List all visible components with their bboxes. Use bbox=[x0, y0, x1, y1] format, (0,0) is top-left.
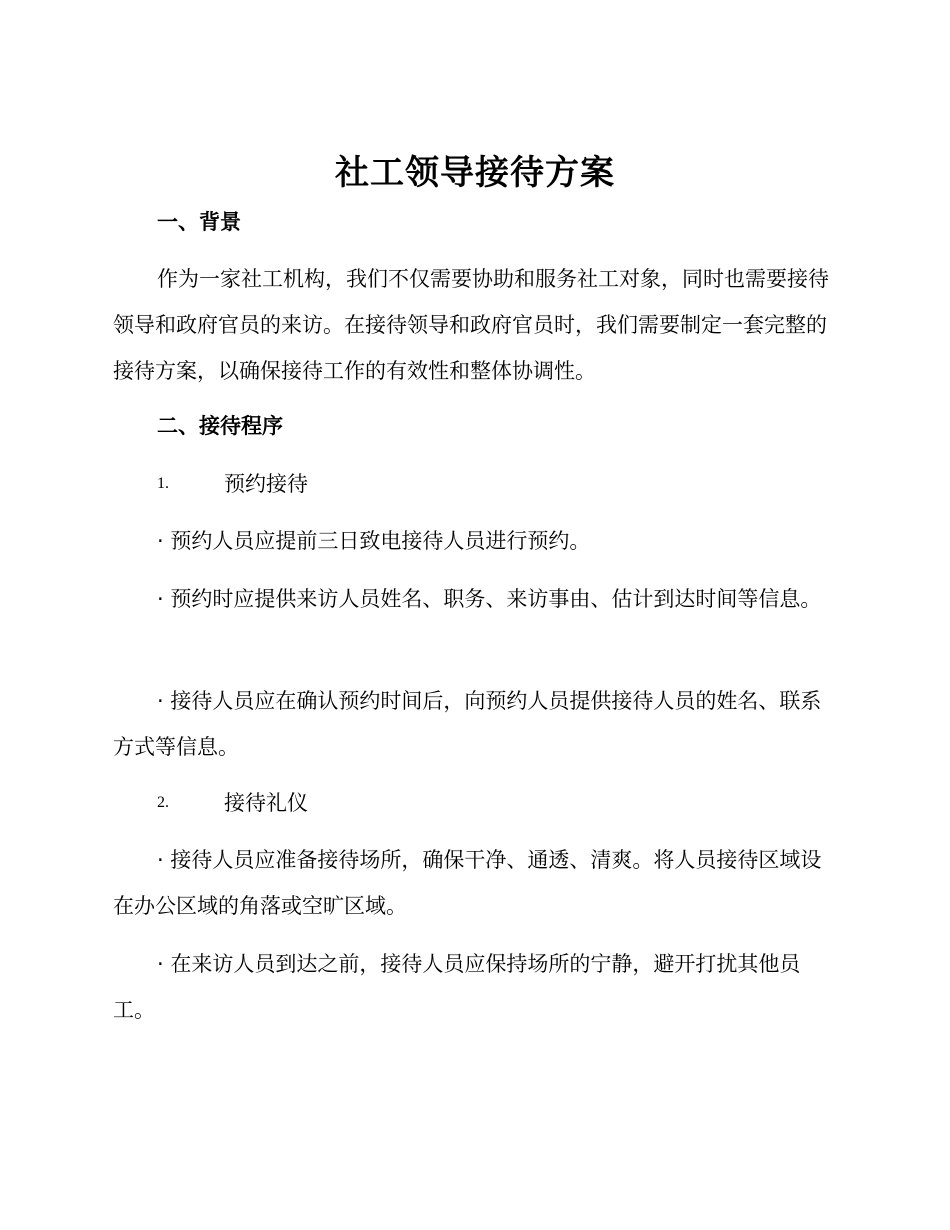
list-item-title: 接待礼仪 bbox=[224, 791, 308, 815]
bullet-paragraph: · 接待人员应准备接待场所，确保干净、通透、清爽。将人员接待区域设在办公区域的角落或空旷区域。 bbox=[113, 848, 822, 918]
section-heading-background: 一、背景 bbox=[157, 210, 241, 234]
list-item-title: 预约接待 bbox=[224, 472, 308, 496]
background-paragraph: 作为一家社工机构，我们不仅需要协助和服务社工对象，同时也需要接待领导和政府官员的来访。在接待领导和政府官员时，我们需要制定一套完整的接待方案，以确保接待工作的有效性和整体协调性。 bbox=[113, 267, 829, 383]
bullet-paragraph: · 在来访人员到达之前，接待人员应保持场所的宁静，避开打扰其他员工。 bbox=[113, 952, 801, 1022]
list-item-number: 1. bbox=[157, 475, 169, 492]
section-heading-procedure: 二、接待程序 bbox=[157, 414, 283, 438]
bullet-paragraph: · 接待人员应在确认预约时间后，向预约人员提供接待人员的姓名、联系方式等信息。 bbox=[113, 689, 822, 759]
list-item-number: 2. bbox=[157, 794, 169, 811]
bullet-paragraph: · 预约人员应提前三日致电接待人员进行预约。 bbox=[157, 529, 591, 553]
bullet-paragraph: · 预约时应提供来访人员姓名、职务、来访事由、估计到达时间等信息。 bbox=[157, 587, 822, 611]
document-title: 社工领导接待方案 bbox=[335, 153, 615, 193]
